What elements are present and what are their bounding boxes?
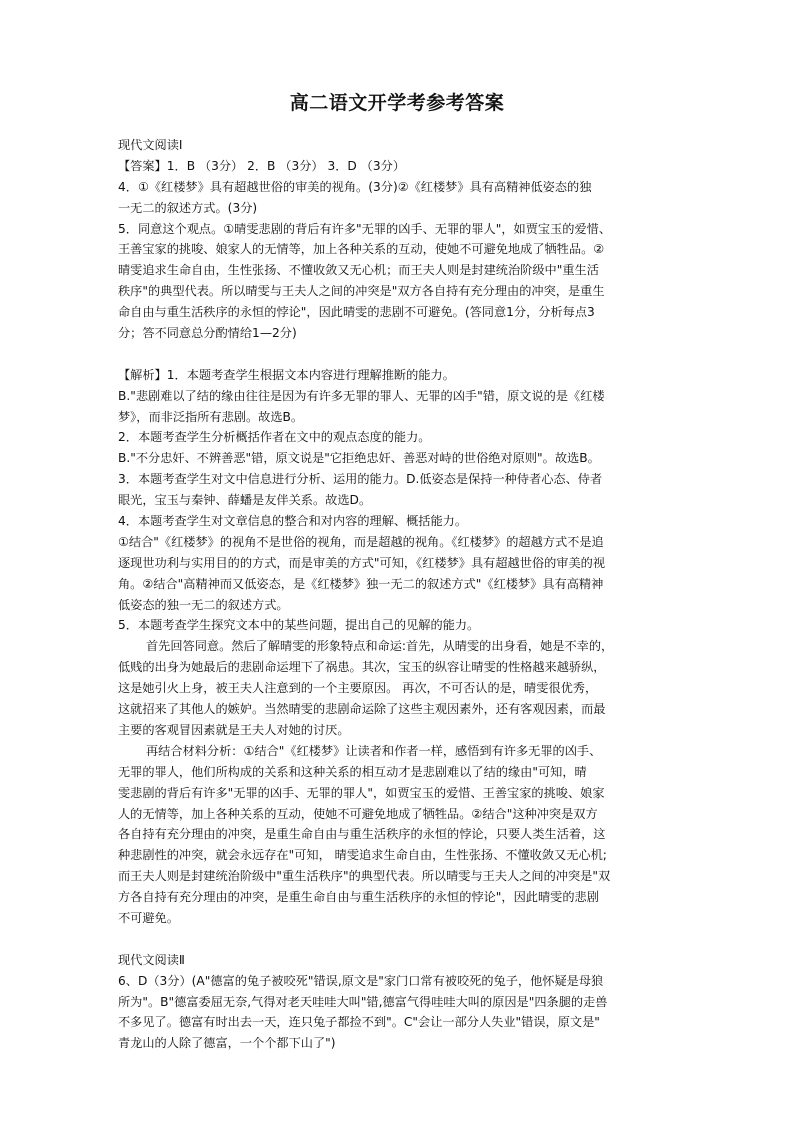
text-line: 4．本题考查学生对文章信息的整合和对内容的理解、概括能力。 (118, 514, 468, 529)
text-line: 低姿态的独一无二的叙述方式。 (118, 597, 289, 612)
text-line: 青龙山的人除了德富，一个个都下山了") (118, 1036, 336, 1051)
text-line: B."不分忠奸、不辨善恶"错，原文说是"它拒绝忠奸、善恶对峙的世俗绝对原则"。故选B。 (118, 451, 600, 466)
text-line: 而王夫人则是封建统治阶级中"重生活秩序"的典型代表。所以晴雯与王夫人之间的冲突是"双 (118, 869, 611, 884)
text-line: 再结合材料分析：①结合"《红楼梦》让读者和作者一样，感悟到有许多无罪的凶手、 (146, 743, 602, 758)
text-line: 6、D（3分）(A"德富的兔子被咬死"错误,原文是"家门口常有被咬死的兔子，他怀疑是母狼 (118, 973, 604, 988)
text-line: 这就招来了其他人的嫉妒。当然晴雯的悲剧命运除了这些主观因素外，还有客观因素，而最 (118, 702, 606, 717)
text-line: 种悲剧性的冲突，就会永远存在"可知， 晴雯追求生命自由，生性张扬、不懂收敛又无心机; (118, 848, 607, 863)
text-line: 主要的客观冒因素就是王夫人对她的讨厌。 (118, 722, 350, 737)
text-line: 分；答不同意总分酌情给1—2分) (118, 326, 297, 341)
text-line: 这是她引火上身，被王夫人注意到的一个主要原因。 再次，不可否认的是，晴雯很优秀， (118, 681, 598, 696)
text-line: 各自持有充分理由的冲突，是重生命自由与重生活秩序的永恒的悖论，只要人类生活着，这 (118, 827, 606, 842)
text-line: 5．同意这个观点。①晴雯悲剧的背后有许多"无罪的凶手、无罪的罪人"，如贾宝玉的爱惜、 (118, 221, 612, 236)
blank-line (118, 929, 688, 950)
text-line: 首先回答同意。然后了解晴雯的形象特点和命运:首先，从晴雯的出身看，她是不幸的， (146, 639, 614, 654)
text-line: 2．本题考查学生分析概括作者在文中的观点态度的能力。 (118, 430, 431, 445)
text-line: 王善宝家的挑唆、娘家人的无情等，加上各种关系的互动，使她不可避免地成了牺牲品。② (118, 242, 605, 257)
text-line: 【解析】1．本题考查学生根据文本内容进行理解推断的能力。 (118, 367, 455, 382)
text-line: 现代文阅读Ⅰ (118, 138, 183, 152)
text-line: 逐现世功利与实用目的的方式，而是审美的方式"可知，《红楼梦》具有超越世俗的审美的视 (118, 555, 606, 570)
text-line: 4．①《红楼梦》具有超越世俗的审美的视角。(3分)②《红楼梦》具有高精神低姿态的独 (118, 179, 592, 194)
text-line: 【答案】1．B （3分） 2．B （3分） 3．D （3分） (118, 158, 406, 173)
text-line: 秩序"的典型代表。所以晴雯与王夫人之间的冲突是"双方各自持有充分理由的冲突，是重生 (118, 284, 605, 299)
text-line: 晴雯追求生命自由，生性张扬、不懂收敛又无心机；而王夫人则是封建统治阶级中"重生活 (118, 263, 599, 278)
text-line: 不多见了。德富有时出去一天，连只兔子都捡不到"。C"会让一部分人失业"错误，原文是" (118, 1015, 600, 1030)
text-line: 不可避免。 (118, 910, 179, 925)
text-line: ①结合"《红楼梦》的视角不是世俗的视角，而是超越的视角。《红楼梦》的超越方式不是追 (118, 534, 604, 549)
text-line: 人的无情等，加上各种关系的互动，使她不可避免地成了牺牲品。②结合"这种冲突是双方 (118, 806, 598, 821)
answer-body (118, 135, 688, 1054)
page-title: 高二语文开学考参考答案 (289, 92, 505, 114)
text-line: 现代文阅读Ⅱ (118, 952, 185, 967)
text-line: 所为"。B"德富委屈无奈,气得对老天哇哇大叫"错,德富气得哇哇大叫的原因是"四条腿的走兽 (118, 994, 608, 1009)
blank-line (118, 344, 688, 365)
text-line: 角。②结合"高精神而又低姿态，是《红楼梦》独一无二的叙述方式"《红楼梦》具有高精神 (118, 576, 604, 591)
text-line: B."悲剧难以了结的缘由往往是因为有许多无罪的罪人、无罪的凶手"错，原文说的是《红楼 (118, 388, 605, 403)
text-line: 梦》，而非泛指所有悲剧。故选B。 (118, 409, 304, 424)
text-line: 3．本题考查学生对文中信息进行分析、运用的能力。D.低姿态是保持一种侍者心态、侍者 (118, 472, 603, 487)
text-line: 眼光，宝玉与秦钟、薛蟠是友伴关系。故选D。 (118, 493, 372, 508)
text-line: 5．本题考查学生探究文本中的某些问题，提出自己的见解的能力。 (118, 618, 480, 633)
text-line: 无罪的罪人，他们所构成的关系和这种关系的相互动才是悲剧难以了结的缘由"可知，晴 (118, 764, 587, 779)
text-line: 命自由与重生活秩序的永恒的悖论"，因此晴雯的悲剧不可避免。(答同意1分，分析每点3 (118, 305, 595, 320)
text-line: 雯悲剧的背后有许多"无罪的凶手、无罪的罪人"，如贾宝玉的爱惜、王善宝家的挑唆、娘家 (118, 785, 605, 800)
text-line: 低贱的出身为她最后的悲剧命运埋下了祸患。其次，宝玉的纵容让晴雯的性格越来越骄纵， (118, 660, 606, 675)
text-line: 一无二的叙述方式。(3分) (118, 200, 258, 215)
text-line: 方各自持有充分理由的冲突，是重生命自由与重生活秩序的永恒的悖论"，因此晴雯的悲剧 (118, 890, 599, 905)
